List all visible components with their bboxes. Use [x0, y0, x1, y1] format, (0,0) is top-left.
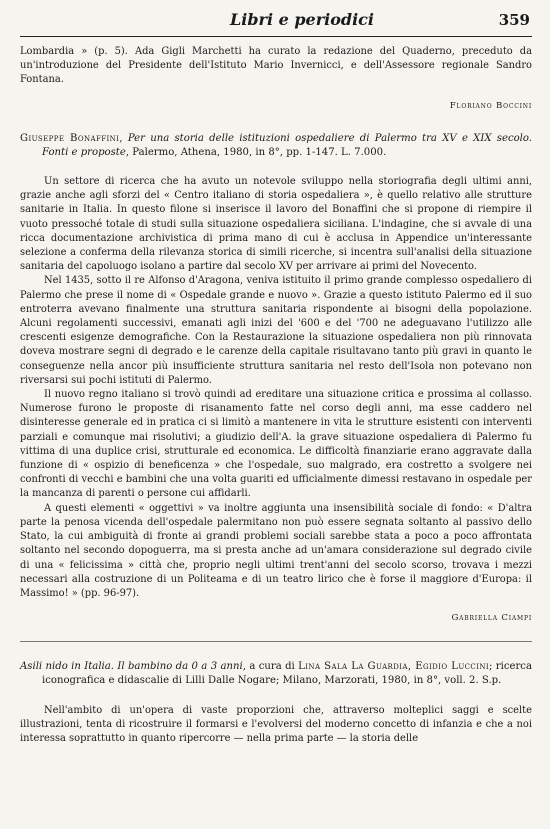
review-1-author: Giuseppe Bonaffini	[20, 132, 120, 144]
review-1-paragraph-1: Un settore di ricerca che ha avuto un notevole sviluppo nella storiografia degli ultimi anni, grazie anche agli sforzi del « Centro italiano di storia ospedaliera », è quello relativo alle strutture sanitarie in Italia. In questo filone si inserisce il lavoro del Bonaffini che si propone di riempire il vuoto pressoché totale di studi sulla situazione ospedaliera siciliana. L'indagine, che si avvale di una ricca documentazione archivistica di prima mano di cui è acclusa in Appendice un'interessante selezione a conferma della rilevanza storica di simili ricerche, si incentra sull'analisi della situazione sanitaria del capoluogo isolano a partire dal secolo XV per arrivare ai primi del Novecento.	[20, 176, 532, 273]
review-1-details: , Palermo, Athena, 1980, in 8°, pp. 1-147. L. 7.000.	[125, 146, 387, 158]
running-title: Libri e periodici	[230, 10, 374, 29]
review-2-details: ; ricerca iconografica e didascalie di Lilli Dalle Nogare; Milano, Marzorati, 1980, in 8°, voll. 2. S.p.	[42, 661, 532, 687]
top-paragraph: Lombardia » (p. 5). Ada Gigli Marchetti ha curato la redazione del Quaderno, preceduto da un'introduzione del Presidente dell'Istituto Mario Invernicci, e dell'Assessore regionale Sandro Fontana.	[20, 46, 532, 86]
page	[20, 10, 532, 746]
review-2-curators: Lina Sala La Guardia, Egidio Luccini	[298, 661, 490, 673]
review-2-citation	[20, 660, 532, 688]
review-1-title: Per una storia delle istituzioni ospedaliere di Palermo tra XV e XIX secolo. Fonti e proposte	[42, 132, 533, 158]
review-2-curator-prefix: , a cura di	[242, 661, 299, 673]
running-header	[20, 10, 532, 37]
review-1-paragraph-3: Il nuovo regno italiano si trovò quindi ad ereditare una situazione critica e prossima al collasso. Numerose furono le proposte di risanamento fatte nel corso degli anni, ma esse caddero nel disinteresse generale ed in pratica ci si limitò a mantenere in vita le strutture esistenti con interventi parziali e comunque mai risolutivi; a giudizio dell'A. la grave situazione ospedaliera di Palermo fu vittima di una duplice crisi, strutturale ed economica. Le difficoltà finanziarie erano aggravate dalla funzione di « ospizio di beneficenza » che l'ospedale, suo malgrado, era costretto a svolgere nei confronti di vecchi e bambini che una volta guariti ed ufficialmente dimessi restavano in ospedale per la mancanza di parenti o persone cui affidarli.	[20, 389, 532, 500]
page-number: 359	[498, 11, 530, 29]
section-divider	[20, 641, 532, 642]
review-2-title: Asili nido in Italia. Il bambino da 0 a 3 anni	[20, 661, 243, 673]
review-1-paragraph-4: A questi elementi « oggettivi » va inoltre aggiunta una insensibilità sociale di fondo: « D'altra parte la penosa vicenda dell'ospedale palermitano non può essere segnata soltanto al passivo dello Stato, la cui ambiguità di fronte ai grandi problemi sociali sarebbe stata a poco a poco affrontata soltanto nel secondo dopoguerra, ma si presta anche ad un'amara considerazione sul degrado civile di una « felicissima » città che, proprio negli ultimi trent'anni del secolo scorso, trovava i mezzi necessari alla costruzione di un Politeama e di un teatro lirico che è forse il maggiore d'Europa: il Massimo! » (pp. 96-97).	[20, 502, 532, 599]
review-1-paragraph-2: Nel 1435, sotto il re Alfonso d'Aragona, veniva istituito il primo grande complesso ospedaliero di Palermo che prese il nome di « Ospedale grande e nuovo ». Grazie a questo istituto Palermo ed il suo entroterra avevano finalmente una struttura sanitaria rispondente ai bisogni della popolazione. Alcuni regolamenti successivi, emanati agli inizi del '600 e del '700 ne adeguavano l'utilizzo alle crescenti esigenze demografiche. Con la Restaurazione la situazione ospedaliera non più rinnovata doveva mostrare segni di degrado e le carenze della capitale risultavano tanto più gravi in quanto le conseguenze nella ancor più insufficiente struttura sanitaria nel resto dell'Isola non potevano non riversarsi sui pochi istituti di Palermo.	[20, 275, 532, 386]
signature-ciampi: Gabriella Ciampi	[451, 613, 532, 624]
review-2-paragraph-1: Nell'ambito di un'opera di vaste proporzioni che, attraverso molteplici saggi e scelte illustrazioni, tenta di ricostruire il formarsi e l'evolversi del moderno concetto di infanzia e che a noi interessa soprattutto in quanto ripercorre — nella prima parte — la storia delle	[20, 704, 532, 744]
signature-boccini: Floriano Boccini	[449, 100, 532, 111]
review-1-citation: Giuseppe Bonaffini, Per una storia delle istituzioni ospedaliere di Palermo tra XV e XIX secolo. Fonti e proposte, Palermo, Athena, 1980, in 8°, pp. 1-147. L. 7.000.	[20, 132, 533, 158]
